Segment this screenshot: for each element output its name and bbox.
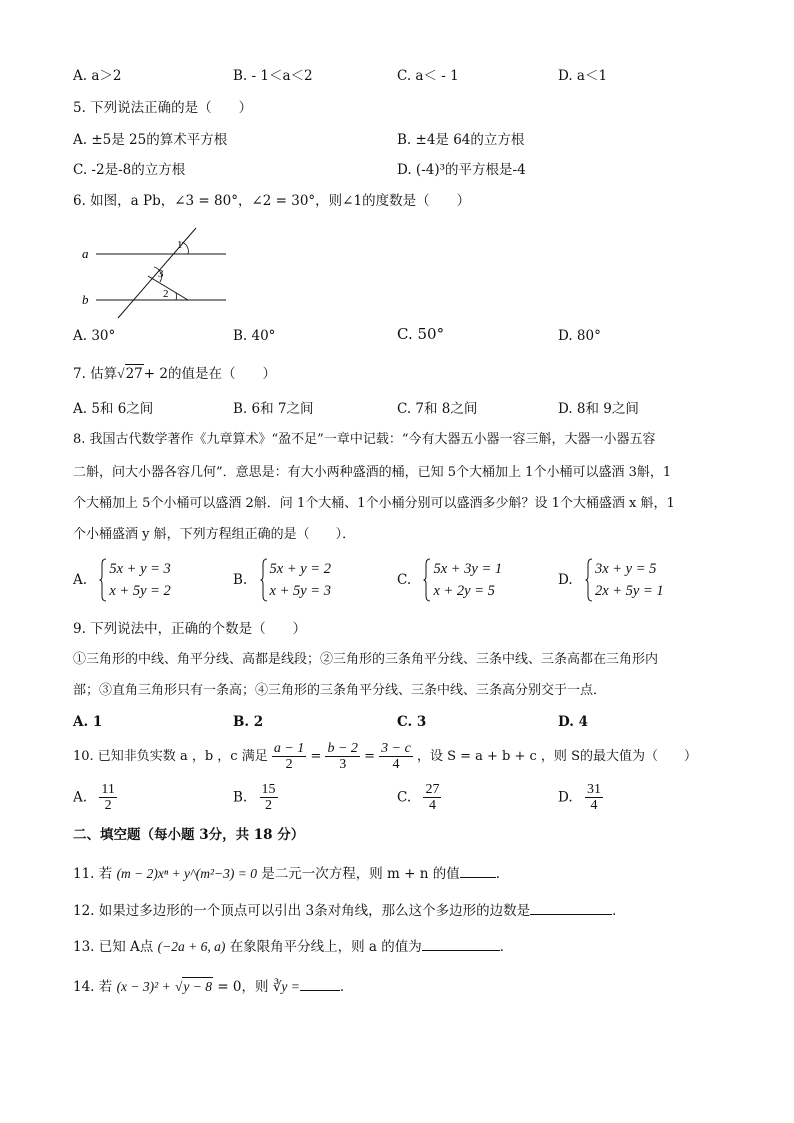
q13-pre: 13. 已知 A点 bbox=[73, 939, 154, 955]
q8-line-3: 个大桶加上 5个小桶可以盛酒 2斛．问 1个大桶、1个小桶分别可以盛酒多少斛？设 1个大桶盛酒 x 斛，1 bbox=[73, 496, 675, 511]
q8-system-a bbox=[99, 558, 170, 602]
q9-option-c: C. 3 bbox=[397, 714, 427, 730]
q6-option-d: D. 80° bbox=[558, 328, 601, 344]
q10-b-fraction bbox=[260, 782, 278, 813]
label-angle-2: 2 bbox=[163, 288, 169, 300]
q14-eq2: = 0，则 bbox=[217, 979, 269, 995]
q6-stem: 6. 如图，a Pb，∠3 = 80°，∠2 = 30°，则∠1的度数是（ ） bbox=[73, 193, 471, 209]
q9-option-a: A. 1 bbox=[73, 714, 103, 730]
angle-2-arc bbox=[176, 293, 177, 300]
q5-option-d: D. (-4)³的平方根是-4 bbox=[397, 162, 526, 178]
q10-c-num: 27 bbox=[425, 782, 440, 797]
q14-eq1: (x − 3)² + bbox=[116, 979, 171, 994]
q8-option-b bbox=[233, 558, 331, 602]
q8-c-eq1: 5x + 3y = 1 bbox=[433, 561, 503, 577]
q5-stem: 5. 下列说法正确的是（ ） bbox=[73, 100, 253, 116]
q7-option-b: B. 6和 7之间 bbox=[233, 401, 314, 417]
q9-stem: 9. 下列说法中，正确的个数是（ ） bbox=[73, 621, 307, 637]
label-a: a bbox=[82, 246, 89, 261]
q8-system-d bbox=[585, 558, 664, 602]
q10-a-fraction bbox=[99, 782, 116, 813]
q9-line-2: 部；③直角三角形只有一条高；④三角形的三条角平分线、三条中线、三条高分别交于一点． bbox=[73, 683, 607, 698]
q8-option-b-label: B. bbox=[233, 572, 248, 588]
q8-option-a-label: A. bbox=[73, 572, 88, 588]
transversal-line bbox=[118, 228, 196, 318]
q10-f3-num: 3 − c bbox=[381, 741, 411, 756]
q4-option-d: D. a＜1 bbox=[558, 68, 608, 84]
q10-stem-post: ，设 S = a + b + c ，则 S的最大值为（ ） bbox=[416, 749, 697, 764]
q10-stem-pre: 10. 已知非负实数 a ，b ，c 满足 bbox=[73, 749, 268, 764]
q5-option-b: B. ±4是 64的立方根 bbox=[397, 132, 525, 148]
q10-b-label: B. bbox=[233, 789, 248, 806]
q6-option-b: B. 40° bbox=[233, 328, 276, 344]
label-b: b bbox=[82, 292, 89, 307]
q8-option-d-label: D. bbox=[558, 572, 573, 588]
q8-system-c bbox=[423, 558, 502, 602]
q10-fraction-2 bbox=[325, 741, 359, 772]
q8-option-a bbox=[73, 558, 171, 602]
q8-line-4: 个小桶盛酒 y 斛，下列方程组正确的是（ ）． bbox=[73, 527, 356, 542]
q10-a-den: 2 bbox=[104, 798, 112, 813]
q8-system-b bbox=[260, 558, 331, 602]
q7-radicand: 27 bbox=[125, 366, 143, 382]
q8-option-c bbox=[397, 558, 502, 602]
q7-stem-post: + 2的值是在（ ） bbox=[143, 366, 276, 382]
q10-f2-num: b − 2 bbox=[327, 741, 358, 756]
q10-f1-den: 2 bbox=[285, 757, 293, 772]
q4-option-c: C. a＜ - 1 bbox=[397, 68, 459, 84]
q6-figure bbox=[78, 222, 238, 322]
q10-f2-den: 3 bbox=[339, 757, 347, 772]
q14-answer-blank[interactable] bbox=[300, 976, 340, 991]
q13-point: (−2a + 6, a) bbox=[157, 939, 226, 954]
q10-fraction-3 bbox=[379, 741, 413, 772]
q9-option-d: D. 4 bbox=[558, 714, 589, 730]
q14-radicand: y − 8 bbox=[183, 979, 213, 994]
q10-d-fraction bbox=[585, 782, 603, 813]
q10-c-den: 4 bbox=[428, 798, 436, 813]
q10-option-d bbox=[558, 782, 603, 813]
q14-pre: 14. 若 bbox=[73, 979, 113, 995]
q12-text: 12. 如果过多边形的一个顶点可以引出 3条对角线，那么这个多边形的边数是 bbox=[73, 903, 531, 919]
q9-option-b: B. 2 bbox=[233, 714, 264, 730]
q8-a-eq2: x + 5y = 2 bbox=[109, 583, 171, 599]
q8-line-1: 8. 我国古代数学著作《九章算术》“盈不足”一章中记载：“今有大器五小器一容三斛，大器一小器五容 bbox=[73, 432, 656, 447]
label-angle-3: 3 bbox=[158, 268, 164, 280]
q8-option-c-label: C. bbox=[397, 572, 412, 588]
q10-fraction-1 bbox=[272, 741, 306, 772]
q13: 13. 已知 A点 (−2a + 6, a) 在象限角平分线上，则 a 的值为 ． bbox=[73, 936, 513, 956]
q10-option-c bbox=[397, 782, 441, 813]
q10-f3-den: 4 bbox=[392, 757, 400, 772]
q7-stem-pre: 7. 估算 bbox=[73, 366, 118, 382]
q5-option-a: A. ±5是 25的算术平方根 bbox=[73, 132, 228, 148]
q8-option-d bbox=[558, 558, 664, 602]
q7-option-d: D. 8和 9之间 bbox=[558, 401, 639, 417]
q14: 14. 若 (x − 3)² + √y − 8 = 0，则 ∛y = ． bbox=[73, 976, 353, 996]
q11-answer-blank[interactable] bbox=[460, 863, 496, 878]
q6-option-a: A. 30° bbox=[73, 328, 116, 344]
q10-c-fraction bbox=[423, 782, 441, 813]
q12-answer-blank[interactable] bbox=[530, 900, 612, 915]
q5-option-c: C. -2是-8的立方根 bbox=[73, 162, 186, 178]
q8-line-2: 二斛，问大小器各容几何”．意思是：有大小两种盛酒的桶，已知 5个大桶加上 1个小桶可以盛酒 3斛，1 bbox=[73, 465, 672, 480]
q8-b-eq2: x + 5y = 3 bbox=[269, 583, 331, 599]
q7-option-a: A. 5和 6之间 bbox=[73, 401, 154, 417]
q8-a-eq1: 5x + y = 3 bbox=[109, 561, 171, 577]
q10-d-den: 4 bbox=[590, 798, 598, 813]
label-angle-1: 1 bbox=[177, 239, 183, 251]
q9-line-1: ①三角形的中线、角平分线、高都是线段；②三角形的三条角平分线、三条中线、三条高都在三角形内 bbox=[73, 652, 659, 667]
q13-post: 在象限角平分线上，则 a 的值为 bbox=[229, 939, 422, 955]
q11: 11. 若 (m − 2)xⁿ + y^(m²−3) = 0 是二元一次方程，则 m + n 的值 ． bbox=[73, 863, 509, 883]
q7-stem: 7. 估算√27+ 2的值是在（ ） bbox=[73, 366, 276, 382]
q6-option-c: C. 50° bbox=[397, 325, 445, 343]
q12: 12. 如果过多边形的一个顶点可以引出 3条对角线，那么这个多边形的边数是 ． bbox=[73, 900, 626, 920]
section-heading: 二、填空题（每小题 3分，共 18 分） bbox=[73, 827, 305, 843]
q11-equation: (m − 2)xⁿ + y^(m²−3) = 0 bbox=[116, 866, 257, 881]
q11-post: 是二元一次方程，则 m + n 的值 bbox=[261, 866, 460, 882]
q8-c-eq2: x + 2y = 5 bbox=[433, 583, 495, 599]
q10-option-a bbox=[73, 782, 117, 813]
q10-b-num: 15 bbox=[261, 782, 276, 797]
q10-a-num: 11 bbox=[101, 782, 115, 797]
q10-a-label: A. bbox=[73, 789, 88, 806]
q10-b-den: 2 bbox=[265, 798, 273, 813]
q10-option-b bbox=[233, 782, 278, 813]
q10-f1-num: a − 1 bbox=[273, 741, 305, 756]
q8-d-eq1: 3x + y = 5 bbox=[594, 561, 657, 577]
q8-d-eq2: 2x + 5y = 1 bbox=[594, 583, 664, 599]
q7-option-c: C. 7和 8之间 bbox=[397, 401, 478, 417]
q8-b-eq1: 5x + y = 2 bbox=[269, 561, 331, 577]
q10-d-num: 31 bbox=[586, 782, 601, 797]
q10-stem: 10. 已知非负实数 a ，b ，c 满足 $\frac{a - 1}{2}$ = $\frac{b - 2}{3}$ = $\frac{3 - c}{4}$ ，设 S = a + b + c ，则 S的最大值为（ ） bbox=[73, 741, 697, 772]
q14-cube-root: ∛y = bbox=[272, 979, 300, 994]
q10-d-label: D. bbox=[558, 789, 573, 806]
q4-option-b: B. - 1＜a＜2 bbox=[233, 68, 313, 84]
q13-answer-blank[interactable] bbox=[422, 936, 500, 951]
q11-pre: 11. 若 bbox=[73, 866, 113, 882]
q4-option-a: A. a＞2 bbox=[73, 68, 122, 84]
q10-c-label: C. bbox=[397, 789, 412, 806]
